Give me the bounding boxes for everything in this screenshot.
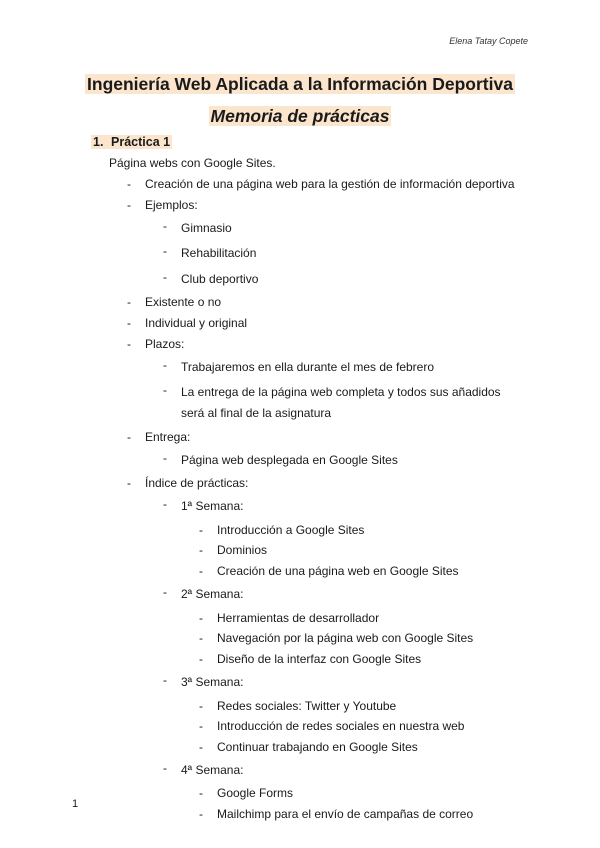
list-item	[0, 336, 600, 352]
dash-bullet: -	[163, 672, 167, 687]
dash-bullet: -	[127, 295, 131, 310]
dash-bullet: -	[199, 610, 203, 625]
dash-bullet: -	[199, 719, 203, 734]
section-intro: Página webs con Google Sites.	[109, 156, 276, 170]
document-title-text: Ingeniería Web Aplicada a la Información Deportiva	[87, 74, 513, 94]
dash-bullet: -	[163, 357, 167, 372]
dash-bullet: -	[199, 522, 203, 537]
list-item-text: Dominios	[217, 543, 268, 558]
dash-bullet: -	[127, 429, 131, 444]
list-item	[0, 243, 600, 264]
list-item	[0, 672, 600, 693]
dash-bullet: -	[163, 218, 167, 233]
list-item-text: 3ª Semana:	[181, 674, 244, 689]
dash-bullet: -	[199, 786, 203, 801]
document-subtitle	[0, 105, 600, 127]
dash-bullet: -	[199, 698, 203, 713]
list-item	[0, 651, 600, 667]
list-item-text: Google Forms	[217, 786, 294, 801]
list-item	[0, 718, 600, 734]
page-number: 1	[72, 798, 79, 810]
dash-bullet: -	[163, 269, 167, 284]
list-item-text: Introducción a Google Sites	[217, 522, 365, 537]
list-item	[0, 610, 600, 626]
dash-bullet: -	[199, 564, 203, 579]
dash-bullet: -	[127, 316, 131, 331]
list-item-text: Introducción de redes sociales en nuestra web	[217, 719, 465, 734]
dash-bullet: -	[127, 177, 131, 191]
list-item	[0, 429, 600, 445]
list-item	[0, 357, 600, 378]
dash-bullet: -	[127, 197, 131, 212]
list-item-text: Creación de una página web en Google Sites	[217, 564, 459, 579]
list-item	[0, 382, 600, 424]
dash-bullet: -	[163, 450, 167, 465]
document-subtitle-text: Memoria de prácticas	[210, 106, 390, 126]
list-item-text: Diseño de la interfaz con Google Sites	[217, 652, 422, 667]
list-item	[0, 496, 600, 517]
list-item-text: Existente o no	[145, 295, 222, 310]
dash-bullet: -	[127, 336, 131, 351]
list-item-text: Trabajaremos en ella durante el mes de febrero	[181, 359, 435, 374]
dash-bullet: -	[163, 584, 167, 599]
list-item	[0, 760, 600, 781]
dash-bullet: -	[163, 496, 167, 511]
list-item-text: Herramientas de desarrollador	[217, 610, 380, 625]
list-item	[0, 739, 600, 755]
dash-bullet: -	[163, 244, 167, 259]
author-header: Elena Tatay Copete	[449, 36, 528, 46]
list-item-text: Entrega:	[145, 429, 191, 444]
section-number: 1.	[93, 135, 104, 149]
list-item-text: 4ª Semana:	[181, 762, 244, 777]
list-item-text: Página web desplegada en Google Sites	[181, 452, 398, 467]
section-heading	[91, 134, 172, 150]
dash-bullet: -	[199, 807, 203, 822]
list-item	[0, 294, 600, 310]
dash-bullet: -	[199, 631, 203, 646]
list-item	[0, 315, 600, 331]
list-item	[0, 269, 600, 290]
list-item	[0, 475, 600, 491]
list-item-text: 2ª Semana:	[181, 586, 244, 601]
list-item	[0, 176, 600, 192]
list-item-text: 1ª Semana:	[181, 498, 244, 513]
dash-bullet: -	[163, 383, 167, 398]
list-item-text: Mailchimp para el envío de campañas de correo	[217, 807, 474, 822]
list-item-text: Índice de prácticas:	[145, 476, 249, 491]
list-item	[0, 785, 600, 801]
list-item	[0, 197, 600, 213]
list-item-text: Continuar trabajando en Google Sites	[217, 740, 418, 755]
dash-bullet: -	[199, 652, 203, 667]
list-item	[0, 522, 600, 538]
practice-outline-list	[0, 176, 600, 827]
dash-bullet: -	[199, 543, 203, 558]
section-heading-highlight	[91, 135, 172, 149]
list-item	[0, 698, 600, 714]
list-item	[0, 542, 600, 558]
list-item	[0, 563, 600, 579]
list-item	[0, 806, 600, 822]
list-item-text: Redes sociales: Twitter y Youtube	[217, 698, 397, 713]
dash-bullet: -	[163, 760, 167, 775]
list-item-text: Navegación por la página web con Google Sites	[217, 631, 474, 646]
list-item-text: La entrega de la página web completa y todos sus añadidos será al final de la asignatura	[181, 385, 501, 421]
section-heading-text: Práctica 1	[111, 135, 171, 149]
list-item	[0, 450, 600, 471]
list-item-text: Rehabilitación	[181, 246, 257, 261]
document-title	[0, 73, 600, 95]
list-item-text: Individual y original	[145, 316, 248, 331]
list-item-text: Creación de una página web para la gestión de información deportiva	[145, 177, 515, 191]
list-item-text: Ejemplos:	[145, 197, 198, 212]
list-item	[0, 584, 600, 605]
list-item-text: Club deportivo	[181, 271, 259, 286]
list-item-text: Plazos:	[145, 336, 185, 351]
list-item	[0, 630, 600, 646]
dash-bullet: -	[127, 476, 131, 491]
list-item-text: Gimnasio	[181, 220, 232, 235]
list-item	[0, 218, 600, 239]
dash-bullet: -	[199, 740, 203, 755]
